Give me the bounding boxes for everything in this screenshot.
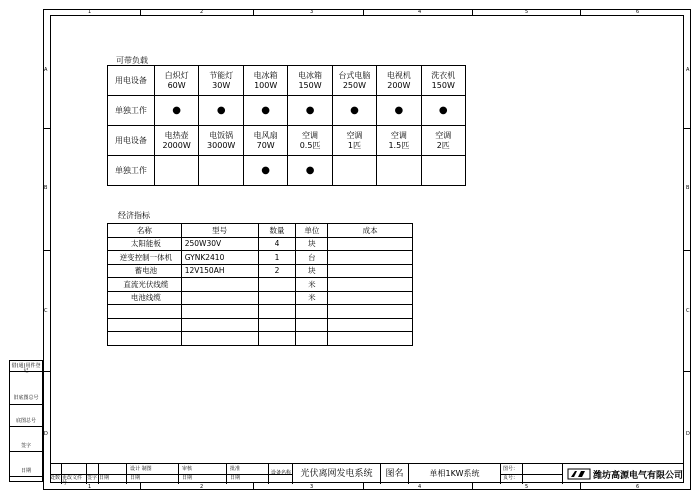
device-power: 2000W (162, 140, 191, 150)
tb-label-date1: 日期 (99, 475, 110, 481)
econ-row (108, 264, 413, 278)
device-name: 空调 (435, 130, 452, 140)
econ-cell: 蓄电池 (108, 264, 182, 278)
tb-label-draw: 制图 (141, 466, 152, 472)
tb-label-date4: 日期 (230, 475, 241, 481)
econ-cell: 12V150AH (181, 264, 258, 278)
econ-cell (108, 332, 182, 346)
column-marker-bottom: 6 (636, 484, 640, 490)
load-row-label: 单独工作 (108, 96, 155, 126)
dot-icon: ● (438, 104, 448, 116)
row-marker-right: C (686, 308, 690, 314)
device-name: 空调 (302, 130, 319, 140)
econ-cell: GYNK2410 (181, 251, 258, 265)
econ-cell (328, 264, 413, 278)
device-power: 150W (431, 80, 455, 90)
dot-icon: ● (305, 104, 315, 116)
alone-cell (243, 96, 287, 126)
device-power: 30W (212, 80, 231, 90)
dot-icon: ● (216, 104, 226, 116)
econ-cell: 米 (296, 291, 328, 305)
device-name: 电风扇 (253, 130, 278, 140)
device-power: 250W (342, 80, 367, 90)
alone-cell (199, 96, 244, 126)
econ-cell (296, 305, 328, 319)
tb-label-sign: 签字 (87, 475, 98, 481)
device-cell (421, 66, 465, 96)
device-power: 70W (256, 140, 275, 150)
econ-cell (258, 318, 296, 332)
econ-cell (258, 305, 296, 319)
grid-tick (43, 250, 50, 251)
econ-cell (258, 291, 296, 305)
grid-tick (253, 483, 254, 489)
alone-cell (154, 156, 199, 186)
strip-label-old-base: 旧底图总号 (13, 395, 39, 401)
tb-label-date2: 日期 (130, 475, 141, 481)
device-cell (332, 126, 376, 156)
tb-system-name: 光伏离网发电系统 (293, 464, 381, 484)
load-table (107, 65, 466, 186)
grid-tick (140, 9, 141, 15)
device-name: 空调 (346, 130, 363, 140)
device-name: 电视机 (386, 70, 411, 80)
device-cell (288, 126, 332, 156)
device-power: 0.5匹 (299, 140, 321, 150)
econ-cell (328, 278, 413, 292)
econ-cell: 4 (258, 237, 296, 251)
row-marker-left: B (44, 185, 48, 191)
column-marker-top: 6 (636, 9, 640, 15)
device-name: 电热壶 (164, 130, 189, 140)
grid-tick (580, 9, 581, 15)
econ-cell: 块 (296, 237, 328, 251)
econ-cell: 逆变控制一体机 (108, 251, 182, 265)
load-row-label: 用电设备 (108, 126, 155, 156)
econ-cell (181, 332, 258, 346)
tb-drawing-name: 单相1KW系统 (409, 464, 501, 484)
column-marker-top: 5 (525, 9, 529, 15)
econ-cell (296, 332, 328, 346)
device-name: 空调 (390, 130, 407, 140)
alone-cell (332, 156, 376, 186)
device-cell (288, 66, 332, 96)
econ-cell (108, 318, 182, 332)
grid-tick (684, 250, 691, 251)
strip-label-borrow: 借(通)用件登记 (11, 363, 41, 374)
econ-cell: 直流光伏线缆 (108, 278, 182, 292)
grid-tick (684, 371, 691, 372)
device-name: 电冰箱 (253, 70, 278, 80)
econ-cell (328, 305, 413, 319)
column-marker-top: 2 (200, 9, 204, 15)
device-power: 150W (298, 80, 322, 90)
load-section-title: 可带负载 (116, 56, 148, 65)
column-marker-bottom: 5 (525, 484, 529, 490)
tb-drawing-label: 图名 (381, 464, 409, 484)
device-name: 洗衣机 (431, 70, 456, 80)
device-cell (243, 66, 287, 96)
econ-cell (328, 291, 413, 305)
column-marker-bottom: 2 (200, 484, 204, 490)
tb-company-name: 潍坊高源电气有限公司 (593, 471, 684, 481)
econ-row (108, 237, 413, 251)
strip-label-sign: 签字 (20, 443, 31, 449)
device-power: 1匹 (347, 140, 361, 150)
tb-label-review: 审核 (182, 466, 193, 472)
econ-cell: 2 (258, 264, 296, 278)
grid-tick (472, 483, 473, 489)
device-cell (154, 66, 199, 96)
econ-row (108, 291, 413, 305)
column-marker-bottom: 4 (418, 484, 422, 490)
econ-row (108, 332, 413, 346)
econ-header: 数量 (258, 224, 296, 238)
econ-cell (328, 332, 413, 346)
row-marker-right: D (686, 431, 690, 437)
econ-cell (108, 305, 182, 319)
device-power: 1.5匹 (388, 140, 410, 150)
econ-cell (181, 305, 258, 319)
device-cell (332, 66, 376, 96)
device-power: 3000W (207, 140, 236, 150)
alone-cell (154, 96, 199, 126)
econ-cell (328, 237, 413, 251)
device-cell (377, 66, 421, 96)
econ-header: 单位 (296, 224, 328, 238)
grid-tick (43, 371, 50, 372)
device-cell (243, 126, 287, 156)
device-cell (377, 126, 421, 156)
grid-tick (363, 9, 364, 15)
econ-cell: 台 (296, 251, 328, 265)
econ-section-title: 经济指标 (118, 211, 150, 220)
grid-tick (253, 9, 254, 15)
device-power: 100W (254, 80, 278, 90)
econ-cell: 米 (296, 278, 328, 292)
grid-tick (43, 128, 50, 129)
device-name: 白炽灯 (164, 70, 189, 80)
device-cell (154, 126, 199, 156)
econ-row (108, 251, 413, 265)
row-marker-left: D (44, 431, 48, 437)
econ-cell (296, 318, 328, 332)
grid-tick (363, 483, 364, 489)
dot-icon: ● (394, 104, 404, 116)
alone-cell (243, 156, 287, 186)
alone-cell (377, 156, 421, 186)
strip-label-date: 日期 (20, 468, 31, 474)
econ-cell (328, 251, 413, 265)
column-marker-bottom: 3 (310, 484, 314, 490)
tb-label-count: 处数 (50, 475, 61, 481)
econ-cell: 块 (296, 264, 328, 278)
tb-label-approve: 批准 (230, 466, 241, 472)
econ-cell (328, 318, 413, 332)
tb-label-change-doc: 更改文件号 (62, 475, 83, 486)
device-name: 电冰箱 (298, 70, 323, 80)
alone-cell (421, 96, 465, 126)
econ-table (107, 223, 413, 346)
econ-row (108, 305, 413, 319)
dot-icon: ● (261, 104, 271, 116)
econ-cell (181, 318, 258, 332)
grid-tick (472, 9, 473, 15)
tb-label-date3: 日期 (182, 475, 193, 481)
device-cell (199, 126, 244, 156)
device-name: 节能灯 (209, 70, 234, 80)
alone-cell (377, 96, 421, 126)
device-name: 电饭锅 (209, 130, 234, 140)
econ-header: 成本 (328, 224, 413, 238)
device-cell (199, 66, 244, 96)
econ-cell: 电池线缆 (108, 291, 182, 305)
row-marker-right: B (686, 185, 690, 191)
device-cell (421, 126, 465, 156)
econ-cell: 250W30V (181, 237, 258, 251)
row-marker-left: A (44, 67, 48, 73)
row-marker-right: A (686, 67, 690, 73)
dot-icon: ● (305, 164, 315, 176)
alone-cell (288, 96, 332, 126)
econ-cell: 太阳能板 (108, 237, 182, 251)
device-power: 60W (167, 80, 186, 90)
econ-cell (181, 291, 258, 305)
alone-cell (288, 156, 332, 186)
device-name: 台式电脑 (338, 70, 371, 80)
device-power: 2匹 (436, 140, 450, 150)
dot-icon: ● (350, 104, 359, 116)
tb-label-device-name: 设备名称 (271, 470, 292, 476)
alone-cell (421, 156, 465, 186)
grid-tick (140, 483, 141, 489)
strip-label-base: 底图总号 (15, 418, 36, 424)
tb-page-no-label: 页号： (503, 475, 519, 481)
econ-header: 名称 (108, 224, 182, 238)
econ-row (108, 278, 413, 292)
column-marker-bottom: 1 (88, 484, 92, 490)
alone-cell (199, 156, 244, 186)
econ-cell (181, 278, 258, 292)
econ-cell (258, 278, 296, 292)
load-row-label: 单独工作 (108, 156, 155, 186)
column-marker-top: 1 (88, 9, 92, 15)
econ-row (108, 318, 413, 332)
row-marker-left: C (44, 308, 48, 314)
column-marker-top: 3 (310, 9, 314, 15)
grid-tick (684, 128, 691, 129)
econ-cell: 1 (258, 251, 296, 265)
company-logo-icon (567, 467, 591, 481)
econ-cell (258, 332, 296, 346)
tb-figure-no-label: 图号： (503, 466, 519, 472)
grid-tick (580, 483, 581, 489)
device-power: 200W (387, 80, 411, 90)
load-row-label: 用电设备 (108, 66, 155, 96)
dot-icon: ● (261, 164, 271, 176)
tb-label-design: 设计 (130, 466, 141, 472)
econ-header: 型号 (181, 224, 258, 238)
alone-cell (332, 96, 376, 126)
dot-icon: ● (172, 104, 182, 116)
title-block (50, 463, 684, 484)
column-marker-top: 4 (418, 9, 422, 15)
